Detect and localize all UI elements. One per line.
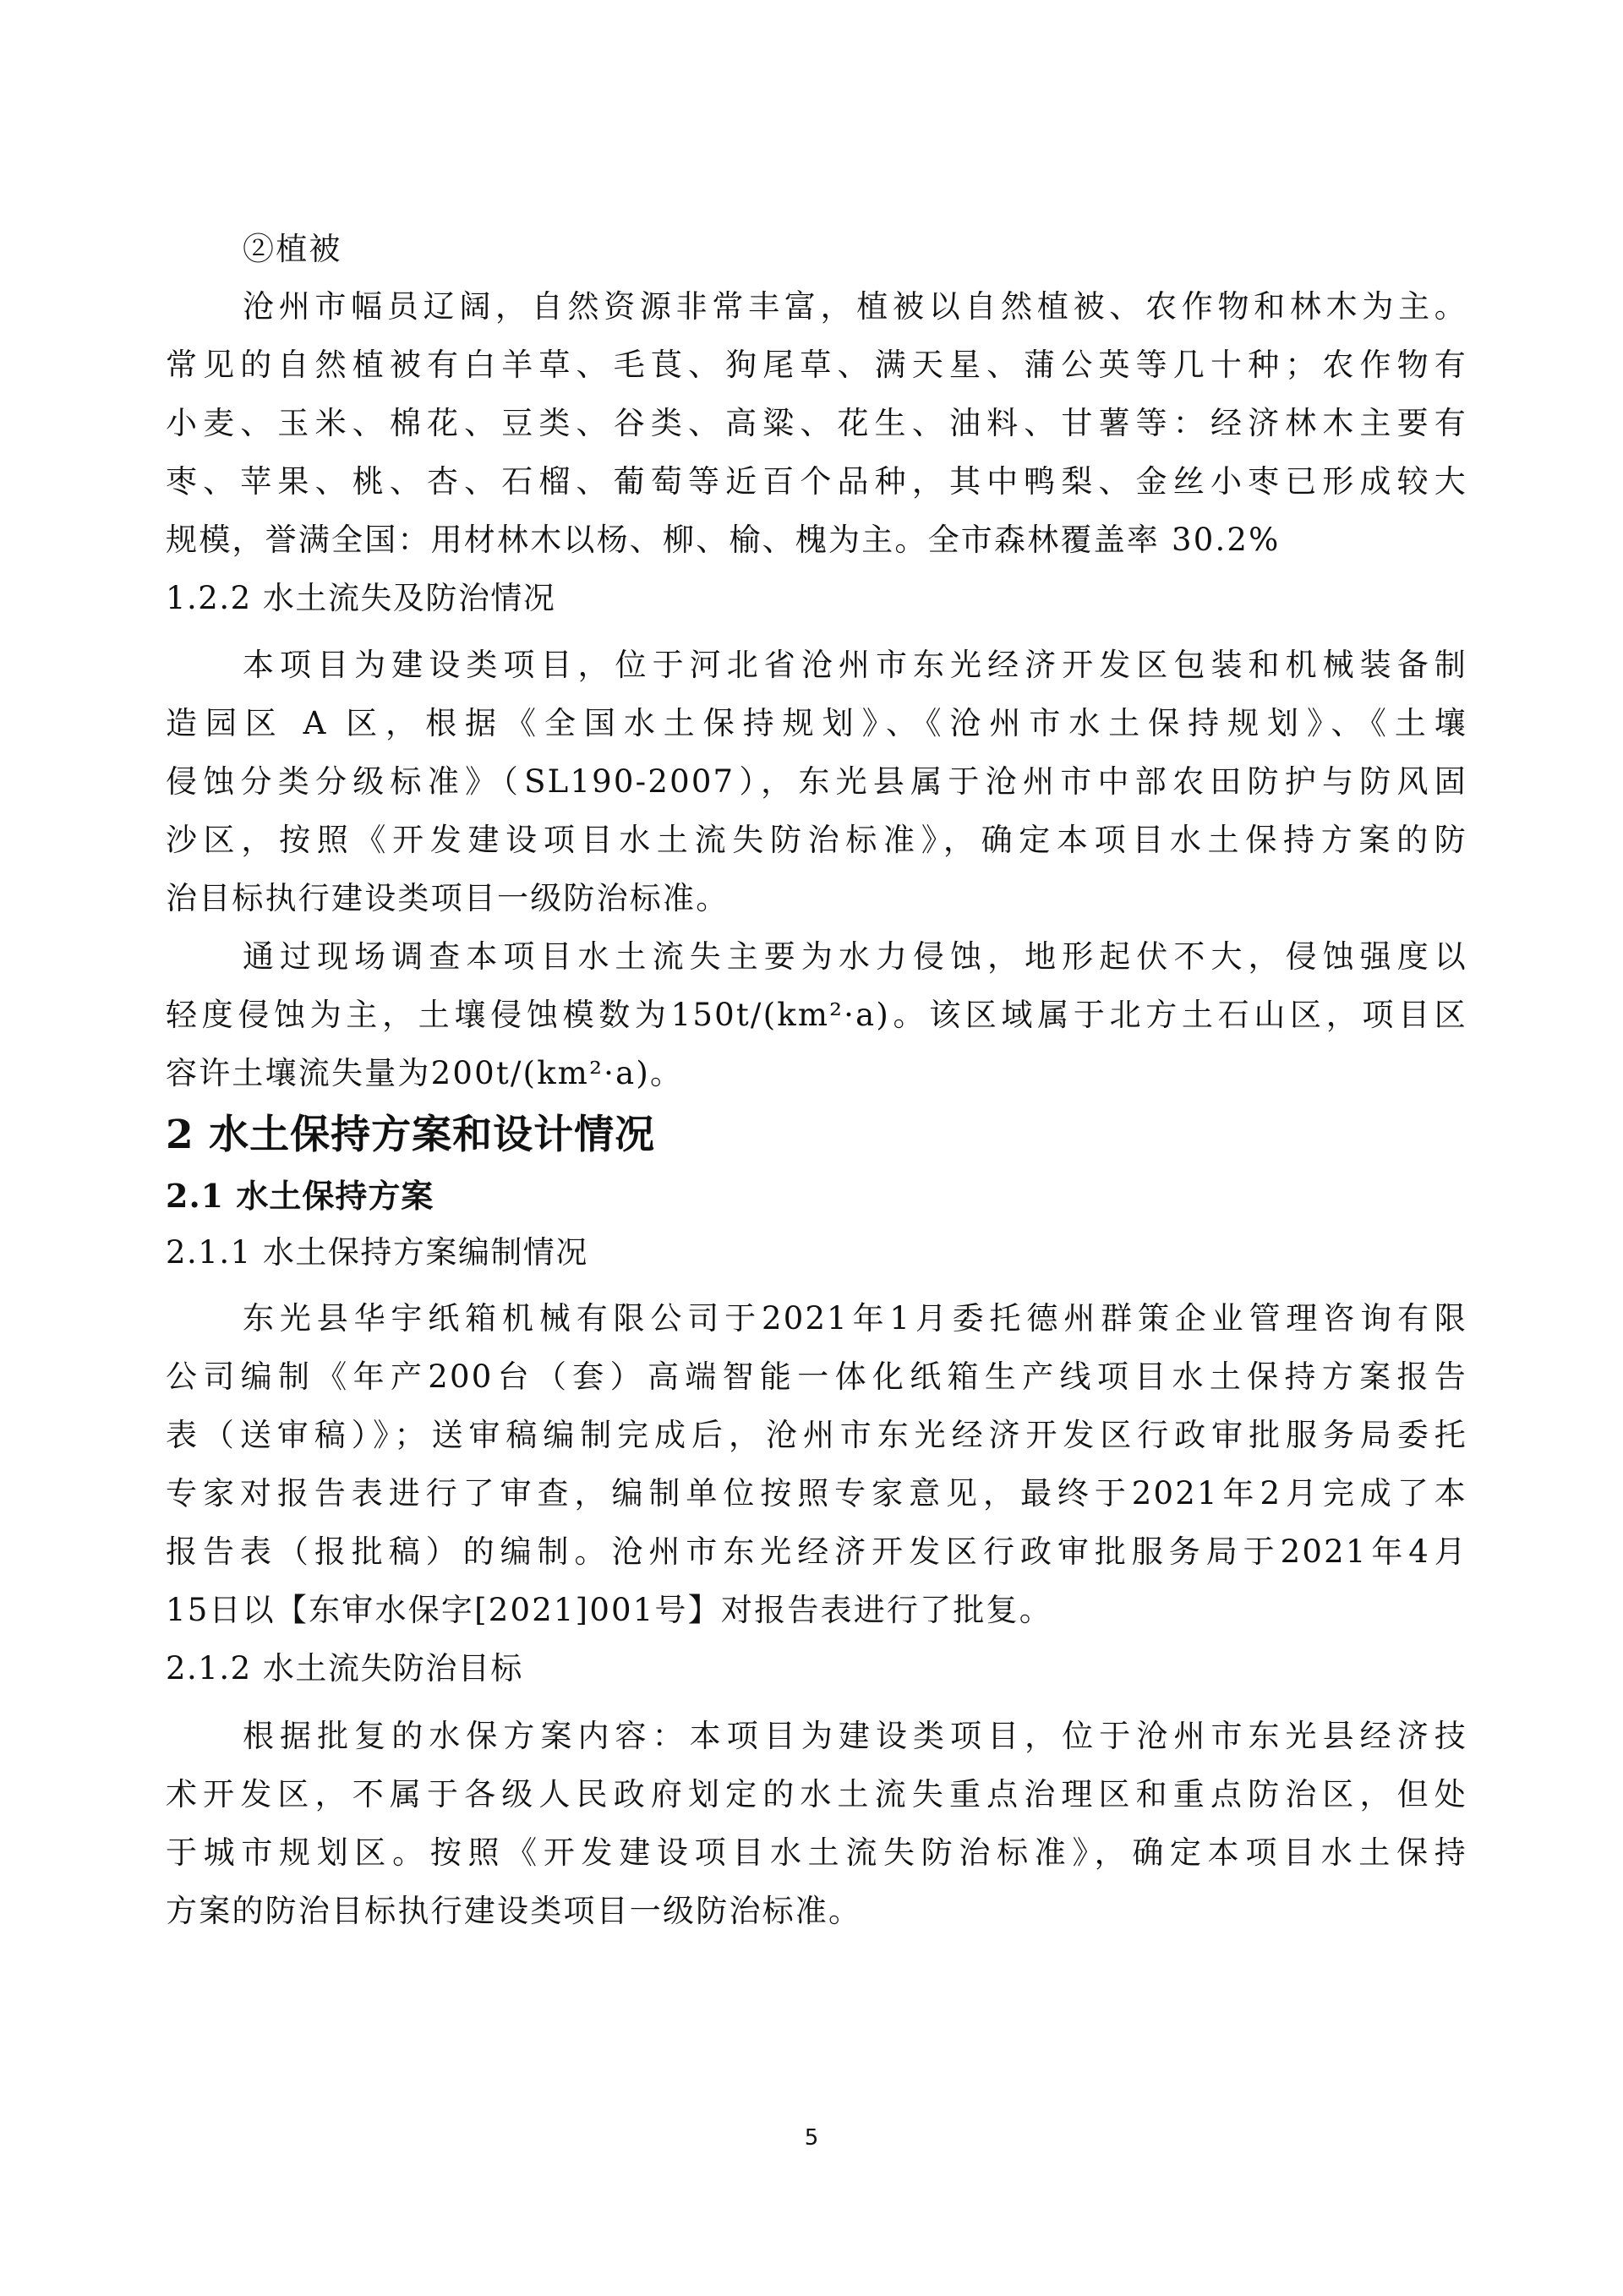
paragraph-line: 通过现场调查本项目水土流失主要为水力侵蚀，地形起伏不大，侵蚀强度以 <box>243 938 1467 975</box>
paragraph-line: 根据批复的水保方案内容：本项目为建设类项目，位于沧州市东光县经济技 <box>243 1718 1467 1754</box>
paragraph-line: 报告表（报批稿）的编制。沧州市东光经济开发区行政审批服务局于2021年4月 <box>166 1533 1467 1570</box>
paragraph-line: 于城市规划区。按照《开发建设项目水土流失防治标准》，确定本项目水土保持 <box>166 1834 1467 1871</box>
paragraph-line: 造园区 A 区，根据《全国水土保持规划》、《沧州市水土保持规划》、《土壤 <box>166 705 1467 741</box>
section-heading-2-1-2: 2.1.2 水土流失防治目标 <box>166 1650 523 1686</box>
paragraph-line: 专家对报告表进行了审查，编制单位按照专家意见，最终于2021年2月完成了本 <box>166 1475 1467 1512</box>
paragraph-line: 公司编制《年产200台（套）高端智能一体化纸箱生产线项目水土保持方案报告 <box>166 1358 1467 1395</box>
paragraph-line: 东光县华宇纸箱机械有限公司于2021年1月委托德州群策企业管理咨询有限 <box>243 1300 1467 1337</box>
subsection-heading-vegetation: ②植被 <box>243 231 342 267</box>
paragraph-line: 侵蚀分类分级标准》（SL190-2007），东光县属于沧州市中部农田防护与防风固 <box>166 763 1467 800</box>
paragraph-line: 轻度侵蚀为主，土壤侵蚀模数为150t/(km²·a)。该区域属于北方土石山区，项目区 <box>166 997 1467 1033</box>
paragraph-line: 容许土壤流失量为200t/(km²·a)。 <box>166 1055 684 1091</box>
paragraph-line: 本项目为建设类项目，位于河北省沧州市东光经济开发区包装和机械装备制 <box>243 647 1467 683</box>
page-number: 5 <box>804 2125 819 2151</box>
chapter-heading-2: 2 水土保持方案和设计情况 <box>166 1112 656 1158</box>
paragraph-line: 小麦、玉米、棉花、豆类、谷类、高粱、花生、油料、甘薯等：经济林木主要有 <box>166 405 1467 441</box>
paragraph-line: 治目标执行建设类项目一级防治标准。 <box>166 880 730 916</box>
paragraph-line: 表（送审稿）》；送审稿编制完成后，沧州市东光经济开发区行政审批服务局委托 <box>166 1417 1467 1453</box>
paragraph-line: 枣、苹果、桃、杏、石榴、葡萄等近百个品种，其中鸭梨、金丝小枣已形成较大 <box>166 463 1467 500</box>
paragraph-line: 常见的自然植被有白羊草、毛茛、狗尾草、满天星、蒲公英等几十种；农作物有 <box>166 347 1467 383</box>
paragraph-line: 规模，誉满全国：用材林木以杨、柳、榆、槐为主。全市森林覆盖率 30.2% <box>166 522 1281 558</box>
section-heading-1-2-2: 1.2.2 水土流失及防治情况 <box>166 580 556 616</box>
paragraph-line: 沙区，按照《开发建设项目水土流失防治标准》，确定本项目水土保持方案的防 <box>166 822 1467 858</box>
paragraph-line: 术开发区，不属于各级人民政府划定的水土流失重点治理区和重点防治区，但处 <box>166 1776 1467 1812</box>
section-heading-2-1-1: 2.1.1 水土保持方案编制情况 <box>166 1234 588 1271</box>
paragraph-line: 方案的防治目标执行建设类项目一级防治标准。 <box>166 1893 862 1929</box>
section-heading-2-1: 2.1 水土保持方案 <box>166 1177 434 1215</box>
paragraph-line: 15日以【东审水保字[2021]001号】对报告表进行了批复。 <box>166 1592 1052 1628</box>
paragraph-line: 沧州市幅员辽阔，自然资源非常丰富，植被以自然植被、农作物和林木为主。 <box>243 288 1467 325</box>
